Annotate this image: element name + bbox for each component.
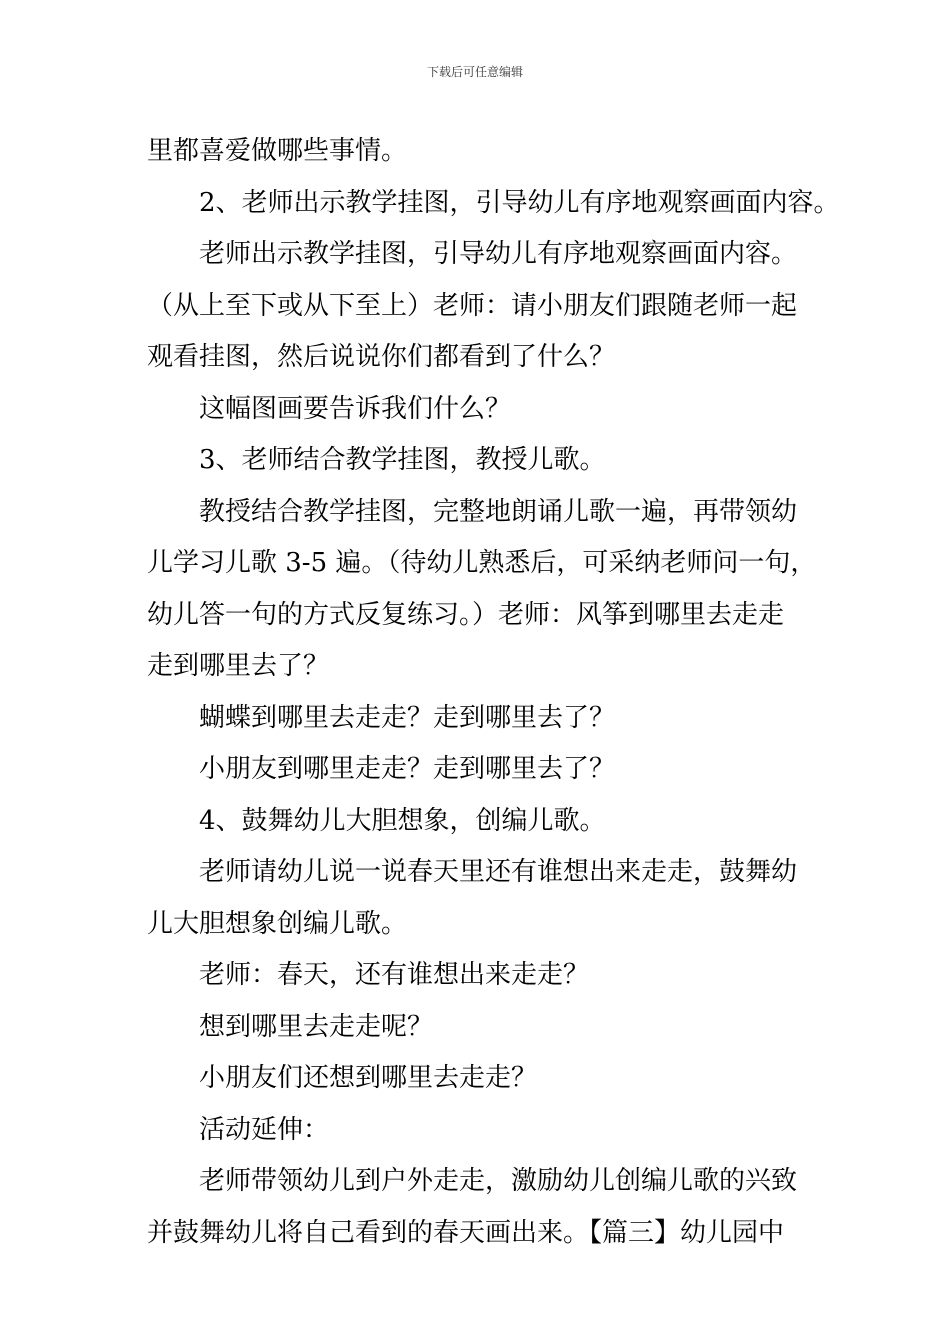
line-text: 里都喜爱做哪些事情。 <box>147 136 408 166</box>
text-line <box>147 1002 809 1054</box>
line-text: 想到哪里去走走呢？ <box>199 1011 434 1042</box>
line-text: 3、老师结合教学挂图，教授儿歌。 <box>199 445 606 475</box>
document-body <box>147 126 840 1259</box>
line-text: 小朋友到哪里走走？走到哪里去了？ <box>199 754 616 784</box>
line-text: 儿大胆想象创编儿歌。 <box>147 908 408 939</box>
line-text: 老师出示教学挂图，引导幼儿有序地观察画面内容。 <box>199 239 798 269</box>
text-line <box>147 229 809 281</box>
text-line <box>147 332 809 384</box>
text-line <box>147 899 809 951</box>
text-line <box>147 487 809 539</box>
line-text: 观看挂图，然后说说你们都看到了什么？ <box>147 342 616 372</box>
line-text: 幼儿答一句的方式反复练习。）老师：风筝到哪里去走走 <box>147 599 785 630</box>
text-line <box>147 847 809 899</box>
line-text: 小朋友们还想到哪里去走走？ <box>199 1063 538 1093</box>
text-line <box>147 1208 809 1260</box>
line-text: （从上至下或从下至上）老师：请小朋友们跟随老师一起 <box>147 290 798 321</box>
text-line <box>147 796 809 848</box>
text-line <box>147 435 809 487</box>
text-line <box>147 1156 809 1208</box>
text-line <box>147 744 809 796</box>
text-line <box>147 641 809 693</box>
text-line <box>147 384 809 436</box>
page-header: 下载后可任意编辑 <box>426 65 523 79</box>
text-line <box>147 126 809 178</box>
line-text: 教授结合教学挂图，完整地朗诵儿歌一遍，再带领幼 <box>199 496 798 527</box>
line-text: 2、老师出示教学挂图，引导幼儿有序地观察画面内容。 <box>199 187 840 218</box>
text-line <box>147 281 809 333</box>
line-text: 老师请幼儿说一说春天里还有谁想出来走走，鼓舞幼 <box>199 857 798 887</box>
line-text: 4、鼓舞幼儿大胆想象，创编儿歌。 <box>199 805 606 836</box>
line-text: 老师带领幼儿到户外走走，激励幼儿创编儿歌的兴致 <box>199 1166 798 1196</box>
line-text: 儿学习儿歌 3-5 遍。（待幼儿熟悉后，可采纳老师问一句， <box>147 548 817 578</box>
text-line <box>147 693 809 745</box>
text-line <box>147 1105 809 1157</box>
text-line <box>147 538 817 590</box>
line-text: 并鼓舞幼儿将自己看到的春天画出来。【篇三】幼儿园中 <box>147 1217 785 1248</box>
text-line <box>147 178 840 230</box>
text-line <box>147 1053 809 1105</box>
line-text: 走到哪里去了？ <box>147 651 330 681</box>
text-line <box>147 950 809 1002</box>
line-text: 老师：春天，还有谁想出来走走？ <box>199 960 590 990</box>
line-text: 蝴蝶到哪里去走走？走到哪里去了？ <box>199 702 616 733</box>
line-text: 这幅图画要告诉我们什么？ <box>199 393 512 424</box>
text-line <box>147 590 809 642</box>
line-text: 活动延伸： <box>199 1114 330 1145</box>
